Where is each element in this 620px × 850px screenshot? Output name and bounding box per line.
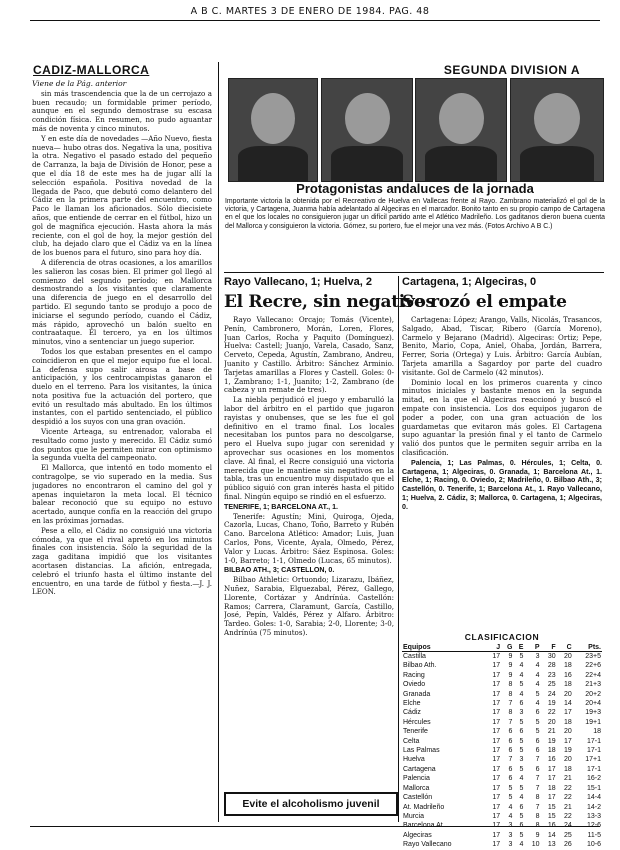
table-cell: 16 [547,822,556,830]
paragraph: Cartagena: López; Arango, Valls, Nicolás, Trasancos, Salgado, Abad, Tiscar, Ribero (García Moreno), Carmelo y Bejarano (Madrid). Algeciras: Ortiz; Pepe, Benito, Mario, Copa, Aniel, Ohaba, Jordán, Barrera, Ferrer, Soria (Ortega) y Luis. Árbitro: García Aubían, Tarjeta amarilla a Sagardoy por parte del cuadro visitante. Gol de Carmelo (42 minutos). [402,316,602,377]
table-cell: 5 [535,728,540,736]
table-cell: 6 [508,747,513,755]
table-cell: 17 [492,700,501,708]
team-name: Huelva [403,756,425,764]
table-cell: 30 [547,653,556,660]
paragraph: Todos los que estaban presentes en el campo coincidieron en que el mejor equipo fue el local. La defensa supo salir airosa a base de anticipación, y los centrocampistas ganaron el duelo en el terreno. Para los visitantes, la única nota positiva fue la actuación del portero, que evitó un resultado más abultado. En los últimos instantes, con el partido sentenciado, el público despidió a los suyos con una gran ovación. [32,346,212,427]
table-cell: 7 [535,803,540,811]
table-cell: 4 [535,662,540,670]
paragraph: El Mallorca, que intentó en todo momento el contragolpe, se vio superado en la media. Sus jugadores no encontraron el camino del gol y apenas inquietaron la meta local. El técnico balear reconoció que su equipo no estuvo acertado, aunque confía en la reacción del grupo en las próximas jornadas. [32,463,212,526]
table-cell: 4 [519,662,524,670]
table-cell: 6 [508,775,513,783]
table-cell: 5 [508,784,513,792]
table-cell: 6 [535,709,540,717]
team-name: Rayo Vallecano [403,841,452,849]
table-header-cell: Pts. [573,644,602,652]
table-header-cell: J [485,644,501,652]
table-cell: 19 [547,700,556,708]
team-name: Cartagena [403,765,436,773]
table-cell: 20 [563,653,572,660]
table-row [402,774,602,783]
table-header-cell: G [501,644,513,652]
team-name: Cádiz [403,709,421,717]
paragraph: Y en este día de novedades —Año Nuevo, fiesta nueva— hubo otras dos. Negativa la una, positiva la otra. Negativo el pasado estado del pequeño de Carranza, la baja de División de Honor, pese a que el día 18 de este mes ha de jugar allí la selección española. Positiva novedad de la llegada de Paco, que debutó como delantero del Cádiz en la primera parte del encuentro, como Paco le llaman los aficionados. Sólo diecisiete años, que entiende de cerrar en el fútbol, hizo un gol de magnífica ejecución. Hasta ahora la más reciente, con el gol de hoy, la mejor gestión del club, ha dejado claro que el Cádiz va en la línea de los buenos para el futuro, sino para hoy día. [32,133,212,258]
table-cell: 17-1 [586,737,601,745]
team-name: Celta [403,737,420,745]
paragraph: A diferencia de otras ocasiones, a los amarillos les salieron las cosas bien. El primer gol llegó al comienzo del segundo período; en Mallorca desmostrando a los visitantes que claramente una diferencia de juego en el desarrollo del partido. El segundo tanto se produjo a poco de iniciarse el segundo período, cuando el Cádiz, más rápido, aprovechó un balón suelto en contraataque. El tercero, ya en los últimos minutos, vino a sentenciar un juego superior. [32,257,212,347]
table-cell: 7 [535,775,540,783]
table-cell: 5 [519,681,524,689]
result-text: Tenerife: Agustín; Mini, Quiroga, Ojeda, Cazorla, Lucas, Chano, Toño, Barreto y Rubén Cano. Barcelona Atlético: Amador; Luis, Juan Carlos, Pons, Vicente, Ayala, Olmedo, Pérez, Valor y Lucas. Árbitro: Sáez Espinosa. Goles: 1-0, Barreto; 1-1, Olmedo (Lucas, 65 minutos). [224,511,394,565]
table-cell: 4 [535,671,540,679]
caption-rule [224,272,604,273]
table-cell: 17 [492,831,501,839]
column-divider [218,62,219,822]
table-header-cell: E [513,644,524,652]
table-cell: 11-5 [587,831,601,839]
table-cell: 8 [535,822,540,830]
table-cell: 4 [519,671,524,679]
column-divider [398,276,399,822]
table-cell: 22+6 [585,662,601,670]
table-cell: 5 [519,737,524,745]
team-name: Castellón [403,794,433,802]
section-title-left: CADIZ-MALLORCA [33,63,150,77]
table-cell: 3 [508,831,513,839]
table-cell: 13 [547,841,556,849]
table-cell: 6 [508,765,513,773]
table-cell: 21+3 [585,681,601,689]
table-cell: 25 [563,831,572,839]
table-cell: 3 [519,709,524,717]
table-row [402,831,602,840]
table-cell: 6 [535,747,540,755]
cartagena-algeciras-article [402,316,602,628]
table-cell: 5 [519,653,524,660]
table-cell: 14 [547,831,556,839]
team-name: Elche [403,700,421,708]
table-cell: 20 [563,728,572,736]
table-cell: 9 [508,671,513,679]
team-name: Murcia [403,812,425,820]
table-row [402,812,602,821]
table-cell: 6 [519,822,524,830]
table-cell: 23 [547,671,556,679]
table-cell: 4 [519,794,524,802]
photo-title: Protagonistas andaluces de la jornada [296,181,534,196]
table-cell: 16-2 [586,775,601,783]
table-cell: 7 [508,718,513,726]
table-cell: 6 [508,737,513,745]
table-cell: 17 [492,709,501,717]
table-cell: 14-2 [586,803,601,811]
table-header-cell: Equipos [402,644,485,652]
player-photo [415,78,507,182]
table-cell: 20 [563,690,572,698]
table-row [402,746,602,755]
table-cell: 8 [535,794,540,802]
rayo-match-title: Rayo Vallecano, 1; Huelva, 2 [224,276,372,288]
table-cell: 17-1 [586,765,601,773]
table-cell: 4 [508,803,513,811]
cartagena-match-title: Cartagena, 1; Algeciras, 0 [402,276,537,288]
paragraph: Rayo Vallecano: Orcajo; Tomás (Vicente), Penín, Cambronero, Morán, Loren, Flores, Juan Carlos, Rocha y Paquito (Domínguez). Huelva: Castell; Juanjo, Varela, Casado, Sanz, Cerveto, Cepeda, Agustín, Zambrano, Andreu, Juanito y Castillo. Árbitro: Sánchez Arminio. Tarjetas amarillas a Flores y Castell. Goles: 0-1, Zambrano; 1-1, Juanito; 1-2, Zambrano (de cabeza y un remate de tres). [224,316,394,395]
table-cell: 17-1 [586,747,601,755]
table-row [402,690,602,699]
table-cell: 8 [535,812,540,820]
table-cell: 17 [492,784,501,792]
table-row [402,671,602,680]
table-cell: 8 [508,681,513,689]
table-cell: 4 [519,690,524,698]
round-results: Palencia, 1; Las Palmas, 0. Hércules, 1; Celta, 0. Cartagena, 1; Algeciras, 0. Granada, 1; Barcelona At., 1. Elche, 1; Racing, 0. Oviedo, 2; Madrileño, 0. Bilbao Ath., 3; Castellón, 0. Tenerife, 1; Barcelona At., 1. Rayo Vallecano, 1; Huelva, 2. Cádiz, 3; Mallorca, 0. Cartagena, 1; Algeciras, 0. [402,458,602,511]
team-name: Algeciras [403,831,432,839]
paragraph: sin más trascendencia que la de un cerrojazo a buen recaudo; un formidable primer período, aunque en el segundo demostrase su escasa condición física. En resumen, no pudo aguantar más de noventa y cinco minutos. [32,88,212,133]
team-name: Granada [403,690,431,698]
table-cell: 17 [492,662,501,670]
table-cell: 22 [563,784,572,792]
team-name: Tenerife [403,728,428,736]
standings-table [402,644,602,850]
continued-note: Viene de la Pág. anterior [32,80,127,88]
table-cell: 17 [492,690,501,698]
header-rule [30,20,600,21]
table-cell: 4 [535,700,540,708]
table-cell: 17 [492,822,501,830]
footer-rule [30,826,600,827]
table-row [402,680,602,689]
table-cell: 3 [519,756,524,764]
table-row [402,755,602,764]
table-cell: 19+3 [585,709,601,717]
table-cell: 17 [492,747,501,755]
table-cell: 10-6 [586,841,601,849]
table-cell: 19+1 [585,718,601,726]
table-cell: 17 [547,794,556,802]
table-cell: 6 [535,765,540,773]
table-cell: 15 [547,812,556,820]
table-row [402,793,602,802]
table-cell: 5 [519,831,524,839]
table-cell: 5 [519,784,524,792]
table-row [402,718,602,727]
team-name: Hércules [403,718,431,726]
table-cell: 17 [492,737,501,745]
table-row [402,661,602,670]
table-cell: 13-3 [586,812,601,820]
table-cell: 7 [535,784,540,792]
result-title: TENERIFE, 1; BARCELONA AT., 1. [224,502,339,511]
table-cell: 5 [519,718,524,726]
table-cell: 6 [519,803,524,811]
table-cell: 17 [492,775,501,783]
table-cell: 5 [508,794,513,802]
table-cell: 4 [519,775,524,783]
table-row [402,727,602,736]
table-row [402,784,602,793]
table-cell: 17 [492,681,501,689]
paragraph: Dominio local en los primeros cuarenta y cinco minutos iniciales y bastante menos en la segunda mitad, en la que el Algeciras reaccionó y buscó el empate con insistencia. Los dos equipos jugaron de poder a poder, con una gran actuación de los guardametas que evitaron más goles. El Cartagena supo aguantar la presión final y el tanto de Carmelo valió dos puntos que le permiten seguir arriba en la clasificación. [402,377,602,457]
team-name: Las Palmas [403,747,440,755]
table-row [402,699,602,708]
table-row [402,765,602,774]
table-cell: 3 [535,653,540,660]
table-cell: 4 [519,841,524,849]
table-cell: 17 [547,765,556,773]
table-header-cell: F [541,644,557,652]
table-cell: 4 [535,681,540,689]
table-cell: 8 [508,690,513,698]
team-name: At. Madrileño [403,803,445,811]
table-cell: 20 [563,756,572,764]
table-cell: 17+1 [585,756,601,764]
table-cell: 22+4 [585,671,601,679]
table-header-cell: C [557,644,573,652]
team-name: Racing [403,671,425,679]
table-cell: 20+4 [585,700,601,708]
table-row [402,737,602,746]
table-cell: 18 [563,765,572,773]
table-cell: 14 [563,700,572,708]
table-cell: 17 [492,794,501,802]
table-title: CLASIFICACION [464,632,540,642]
team-name: Castilla [403,653,426,660]
page-header: A B C. MARTES 3 DE ENERO DE 1984. PAG. 48 [190,6,430,17]
table-row [402,803,602,812]
table-cell: 17 [492,803,501,811]
table-cell: 26 [563,841,572,849]
table-header-cell: P [524,644,540,652]
table-cell: 22 [563,794,572,802]
table-cell: 20 [547,718,556,726]
table-cell: 14-4 [586,794,601,802]
table-cell: 19 [563,747,572,755]
player-photo [228,78,318,182]
table-cell: 25 [547,681,556,689]
table-cell: 21 [547,728,556,736]
player-photo [321,78,413,182]
table-cell: 17 [492,671,501,679]
table-cell: 12-6 [586,822,601,830]
table-cell: 6 [519,700,524,708]
table-cell: 5 [535,690,540,698]
table-cell: 18 [563,681,572,689]
cartagena-headline: Se rozó el empate [402,292,567,312]
table-cell: 24 [563,822,572,830]
table-cell: 20+2 [585,690,601,698]
table-cell: 15 [547,803,556,811]
paragraph: La niebla perjudicó el juego y embarulló la labor del árbitro en el partido que jugaron rayistas y onubenses, que se les fue el gol definitivo en el tramo final. Los locales necesitaban los puntos para no descolgarse, pero el Huelva supo jugar con serenidad y aprovechar sus ocasiones en los momentos clave. Al final, el Recre consiguió una victoria merecida que le mantiene sin negativos en la tabla, tras un encuentro muy disputado que el público siguió con gran interés hasta el pitido final. Ningún equipo se rindió en el esfuerzo. [224,395,394,501]
table-row [402,652,602,662]
table-cell: 18 [547,747,556,755]
table-cell: 4 [508,812,513,820]
table-cell: 19 [547,737,556,745]
table-cell: 18 [547,784,556,792]
table-cell: 17 [563,737,572,745]
table-cell: 3 [508,822,513,830]
table-cell: 3 [508,841,513,849]
table-cell: 5 [519,765,524,773]
table-cell: 5 [519,747,524,755]
table-cell: 9 [535,831,540,839]
table-cell: 6 [508,728,513,736]
table-cell: 5 [519,812,524,820]
table-cell: 17 [492,653,501,660]
section-title-right: SEGUNDA DIVISION A [443,63,580,77]
table-cell: 18 [563,662,572,670]
table-cell: 7 [535,756,540,764]
table-cell: 8 [508,709,513,717]
table-cell: 17 [492,718,501,726]
table-cell: 17 [492,841,501,849]
table-cell: 15-1 [586,784,601,792]
table-cell: 17 [492,812,501,820]
table-cell: 22 [547,709,556,717]
team-name: Mallorca [403,784,430,792]
team-name: Palencia [403,775,430,783]
rayo-headline: El Recre, sin negativos [224,292,435,312]
table-cell: 23+5 [585,653,601,660]
table-cell: 22 [563,812,572,820]
table-cell: 17 [563,709,572,717]
rayo-huelva-article [224,316,394,786]
paragraph: Pese a ello, el Cádiz no consiguió una victoria cómoda, ya que el rival apretó en los minutos finales con insistencia. Sólo la seguridad de la zaga gaditana impidió que los visitantes acortasen distancias. La afición, entregada, celebró el triunfo hasta el último instante del encuentro, en una tarde de fútbol y fiesta.—J. J. LEON. [32,525,212,597]
table-cell: 7 [508,756,513,764]
table-cell: 16 [547,756,556,764]
cadiz-mallorca-column [32,80,212,785]
table-cell: 5 [535,718,540,726]
table-cell: 28 [547,662,556,670]
league-table [402,632,602,850]
result-title: BILBAO ATH., 3; CASTELLON, 0. [224,566,335,575]
table-cell: 17 [492,728,501,736]
table-row [402,708,602,717]
table-cell: 7 [508,700,513,708]
campaign-box: Evite el alcoholismo juvenil [224,792,398,816]
photo-caption: Importante victoria la obtenida por el Recreativo de Huelva en Vallecas frente al Rayo. Zambrano materializó el gol de la victoria, y Cartagena, Juanma había adelantado al Algeciras en el marcador. Bonito tanto en su propio campo de Cartagena en el que los locales no consiguieron jugar un difícil partido ante el Atlético Madrileño. Los gaditanos dieron buena cuenta del Mallorca y consiguieron la victoria. Gómez, su portero, fue el mejor una vez más. (Fotos Archivo A B C.) [225,198,605,230]
table-cell: 17 [492,765,501,773]
table-cell: 18 [563,718,572,726]
table-cell: 17 [492,756,501,764]
table-cell: 16 [563,671,572,679]
table-cell: 18 [593,728,601,736]
table-cell: 9 [508,662,513,670]
player-photo [510,78,604,182]
team-name: Oviedo [403,681,426,689]
table-row [402,840,602,849]
team-name: Barcelona At. [403,822,445,830]
paragraph: Vicente Arteaga, su entrenador, valoraba el resultado como justo y merecido. El Cádiz sumó dos puntos que le permiten mirar con optimismo la segunda vuelta del campeonato. [32,427,212,463]
table-cell: 9 [508,653,513,660]
table-cell: 24 [547,690,556,698]
table-cell: 6 [519,728,524,736]
team-name: Bilbao Ath. [403,662,437,670]
table-cell: 21 [563,803,572,811]
table-cell: 21 [563,775,572,783]
result-text: Bilbao Athletic: Ortuondo; Lizarazu, Ibáñez, Nuñez, Sarabia, Elguezabal, Pérez, Gallego, Llorente, Cortázar y Andrínúa. Castellón: Ramos; Carrera, Claramunt, García, Castillo, José, Pepín, Valdés, Pérez y Alfaro. Árbitro: Tardeo. Goles: 1-0, Sarabia; 2-0, Llorente; 3-0, Andrínúa (75 minutos). [224,575,394,637]
table-cell: 6 [535,737,540,745]
table-cell: 10 [531,841,540,849]
table-cell: 17 [547,775,556,783]
